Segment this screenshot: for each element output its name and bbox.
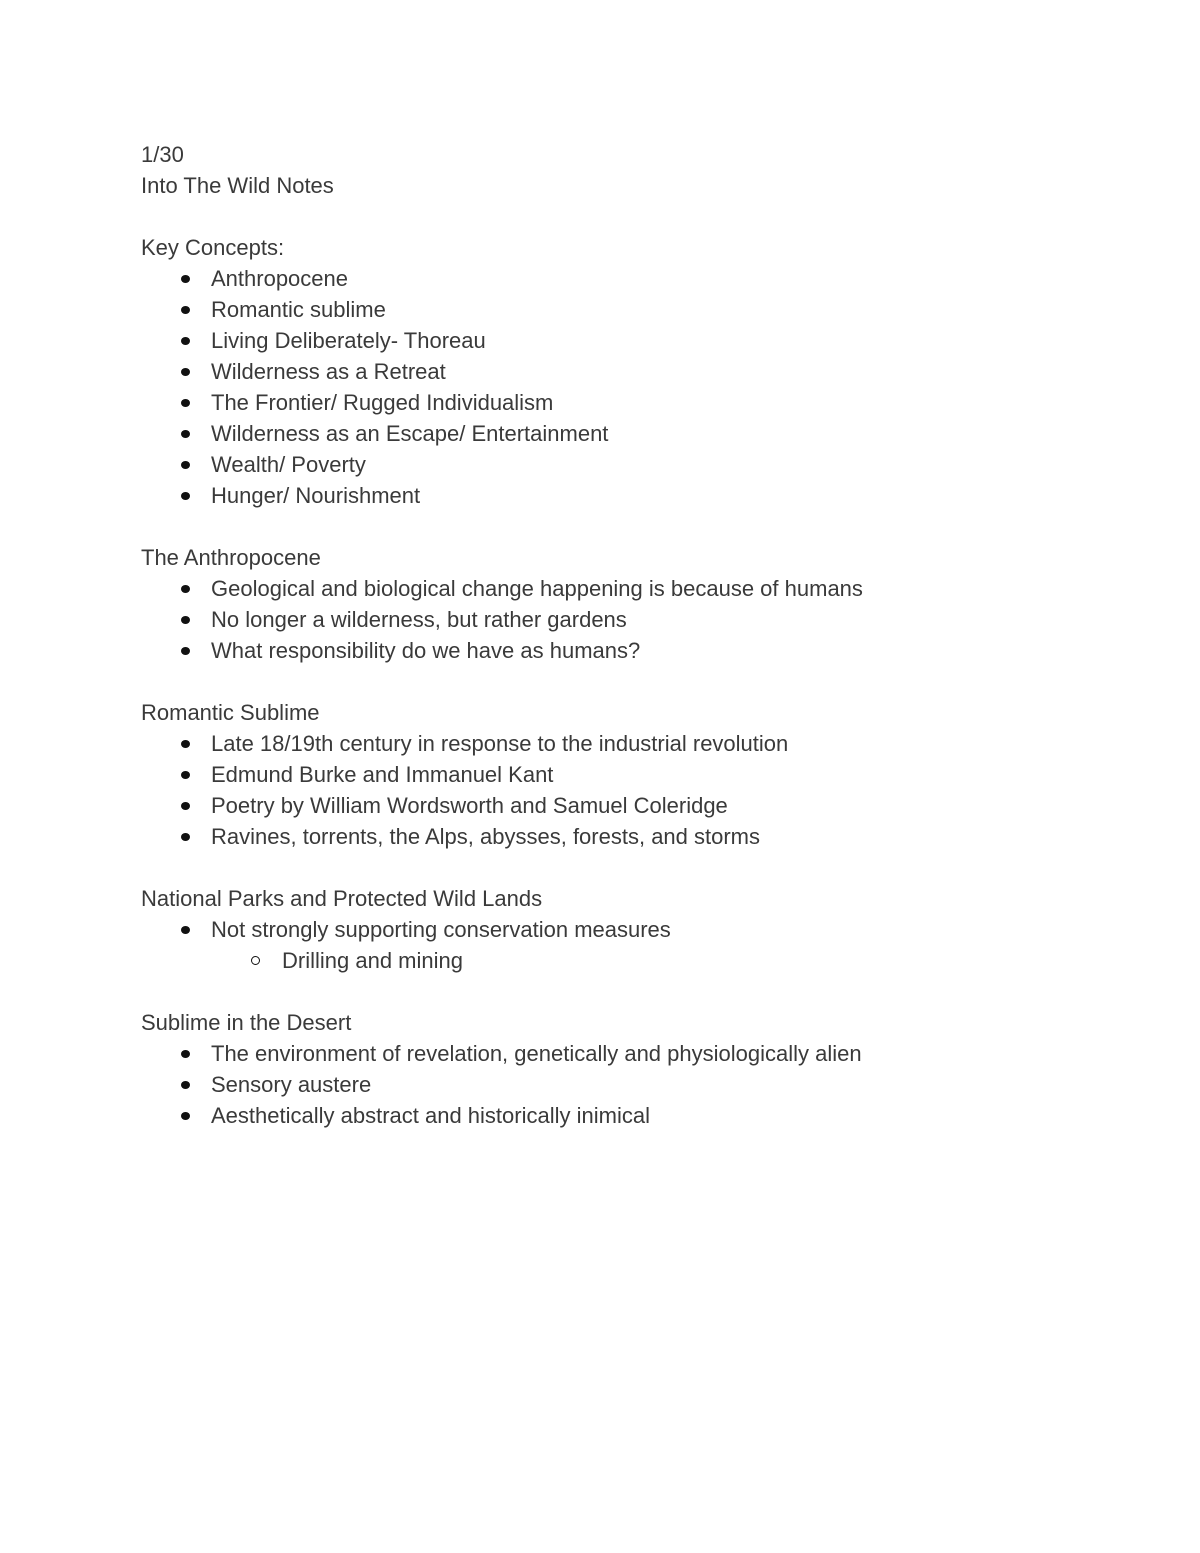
section-key-concepts — [141, 232, 1121, 511]
section-heading: The Anthropocene — [141, 545, 321, 570]
section-romantic-sublime — [141, 697, 1121, 852]
list-item: Wealth/ Poverty — [141, 449, 1121, 480]
sub-list-item: Drilling and mining — [141, 945, 1121, 976]
section-heading: Romantic Sublime — [141, 700, 320, 725]
section-heading: Key Concepts: — [141, 235, 285, 260]
list-item: Late 18/19th century in response to the industrial revolution — [141, 728, 1121, 759]
section-heading: National Parks and Protected Wild Lands — [141, 886, 543, 911]
list-item: Sensory austere — [141, 1069, 1121, 1100]
list-item: The Frontier/ Rugged Individualism — [141, 387, 1121, 418]
list-item: Ravines, torrents, the Alps, abysses, forests, and storms — [141, 821, 1121, 852]
section-sublime-desert — [141, 1007, 1121, 1131]
list-item: The environment of revelation, genetically and physiologically alien — [141, 1038, 1121, 1069]
list-item: Living Deliberately- Thoreau — [141, 325, 1121, 356]
list-item: Edmund Burke and Immanuel Kant — [141, 759, 1121, 790]
list-item: Hunger/ Nourishment — [141, 480, 1121, 511]
list-item: Anthropocene — [141, 263, 1121, 294]
notes-page — [141, 139, 1121, 1131]
list-item: Poetry by William Wordsworth and Samuel Coleridge — [141, 790, 1121, 821]
list-item: Wilderness as a Retreat — [141, 356, 1121, 387]
note-title: Into The Wild Notes — [141, 173, 334, 198]
list-item: Wilderness as an Escape/ Entertainment — [141, 418, 1121, 449]
note-date: 1/30 — [141, 142, 184, 167]
list-item: Geological and biological change happening is because of humans — [141, 573, 1121, 604]
list-item: Aesthetically abstract and historically inimical — [141, 1100, 1121, 1131]
section-anthropocene — [141, 542, 1121, 666]
list-item: No longer a wilderness, but rather gardens — [141, 604, 1121, 635]
list-item: Romantic sublime — [141, 294, 1121, 325]
list-item: Not strongly supporting conservation measures — [141, 914, 1121, 945]
section-heading: Sublime in the Desert — [141, 1010, 352, 1035]
list-item: What responsibility do we have as humans? — [141, 635, 1121, 666]
section-national-parks — [141, 883, 1121, 976]
